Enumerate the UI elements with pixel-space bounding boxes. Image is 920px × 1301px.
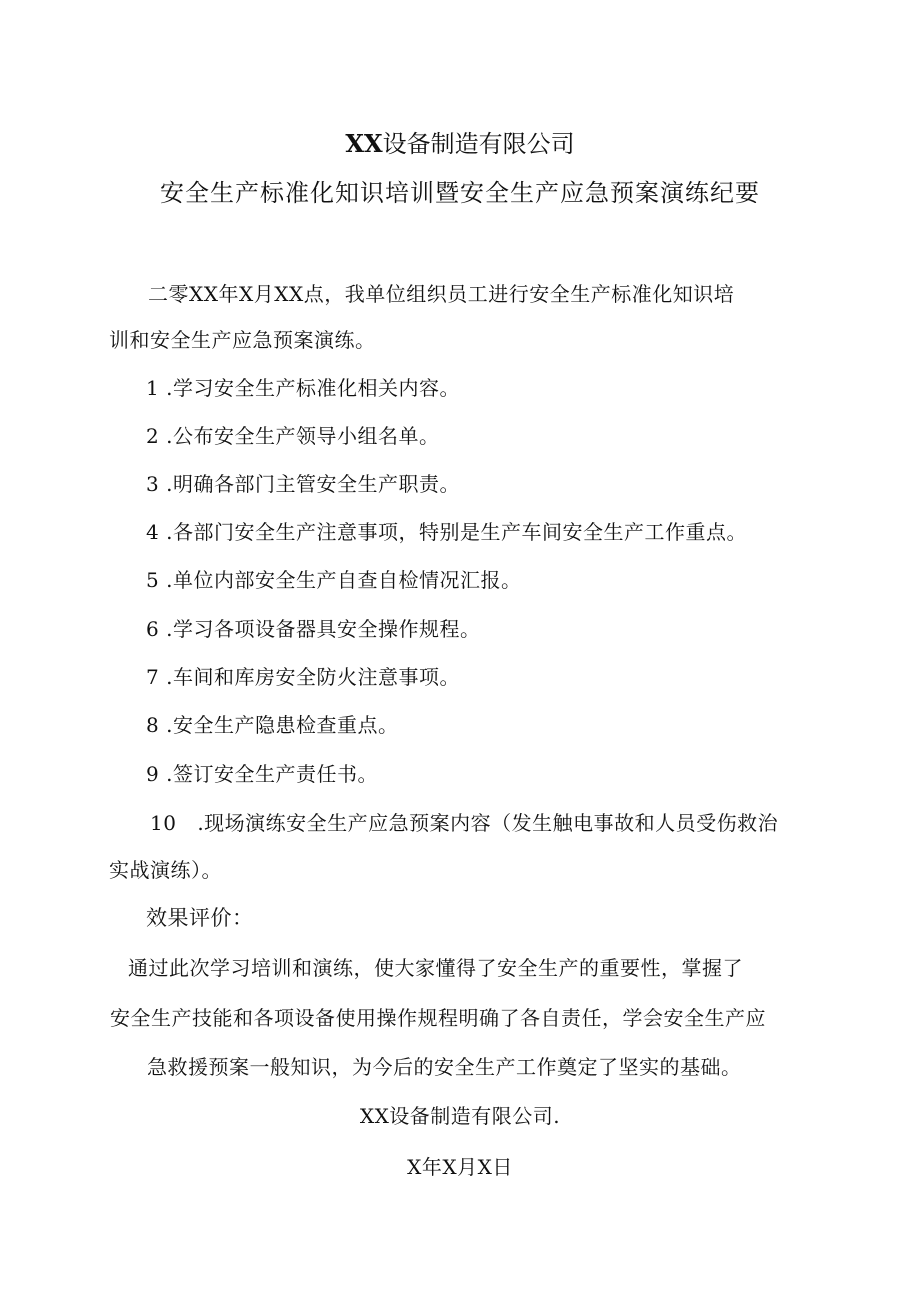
item-number: 3 <box>146 472 160 496</box>
item-text: .公布安全生产领导小组名单。 <box>166 424 440 448</box>
item-number: 9 <box>146 762 160 786</box>
evaluation-heading: 效果评价： <box>146 906 254 930</box>
intro-line-2: 训和安全生产应急预案演练。 <box>109 328 376 352</box>
list-item-10-continued: 实战演练）。 <box>109 858 222 882</box>
footer-date: X年X月X日 <box>407 1155 513 1179</box>
evaluation-line-2: 安全生产技能和各项设备使用操作规程明确了各自责任，学会安全生产应 <box>110 1006 766 1030</box>
item-number: 1 <box>146 376 160 400</box>
item-text: .签订安全生产责任书。 <box>166 762 378 786</box>
item-number: 6 <box>146 617 160 641</box>
item-number: 5 <box>146 568 160 592</box>
item-text: .明确各部门主管安全生产职责。 <box>166 472 460 496</box>
item-number: 10 <box>150 811 177 835</box>
item-text: .现场演练安全生产应急预案内容（发生触电事故和人员受伤救治 <box>197 811 779 835</box>
evaluation-line-1: 通过此次学习培训和演练，使大家懂得了安全生产的重要性，掌握了 <box>128 956 743 980</box>
list-item-7 <box>146 664 460 690</box>
company-title <box>0 129 920 159</box>
item-text: .单位内部安全生产自查自检情况汇报。 <box>166 568 522 592</box>
list-item-4 <box>146 519 747 545</box>
list-item-9 <box>146 761 378 787</box>
item-number: 7 <box>146 665 160 689</box>
evaluation-line-3: 急救援预案一般知识，为今后的安全生产工作奠定了坚实的基础。 <box>147 1055 742 1079</box>
item-number: 2 <box>146 424 160 448</box>
item-text: .各部门安全生产注意事项，特别是生产车间安全生产工作重点。 <box>166 520 747 544</box>
item-text: .学习各项设备器具安全操作规程。 <box>166 617 481 641</box>
list-item-6 <box>146 616 480 642</box>
list-item-10 <box>150 810 778 836</box>
company-prefix: XX <box>345 129 383 158</box>
list-item-8 <box>146 712 398 738</box>
list-item-3 <box>146 471 460 497</box>
item-number: 4 <box>146 520 160 544</box>
item-text: .安全生产隐患检查重点。 <box>166 713 399 737</box>
list-item-2 <box>146 423 439 449</box>
company-name-rest: 设备制造有限公司 <box>382 130 575 158</box>
list-item-5 <box>146 567 521 593</box>
footer-company: XX设备制造有限公司. <box>359 1104 561 1128</box>
item-text: .车间和库房安全防火注意事项。 <box>166 665 460 689</box>
intro-line-1: 二零XX年X月XX点，我单位组织员工进行安全生产标准化知识培 <box>148 282 735 306</box>
item-text: .学习安全生产标准化相关内容。 <box>166 376 460 400</box>
document-subtitle: 安全生产标准化知识培训暨安全生产应急预案演练纪要 <box>160 179 760 207</box>
list-item-1 <box>146 375 460 401</box>
item-number: 8 <box>146 713 160 737</box>
